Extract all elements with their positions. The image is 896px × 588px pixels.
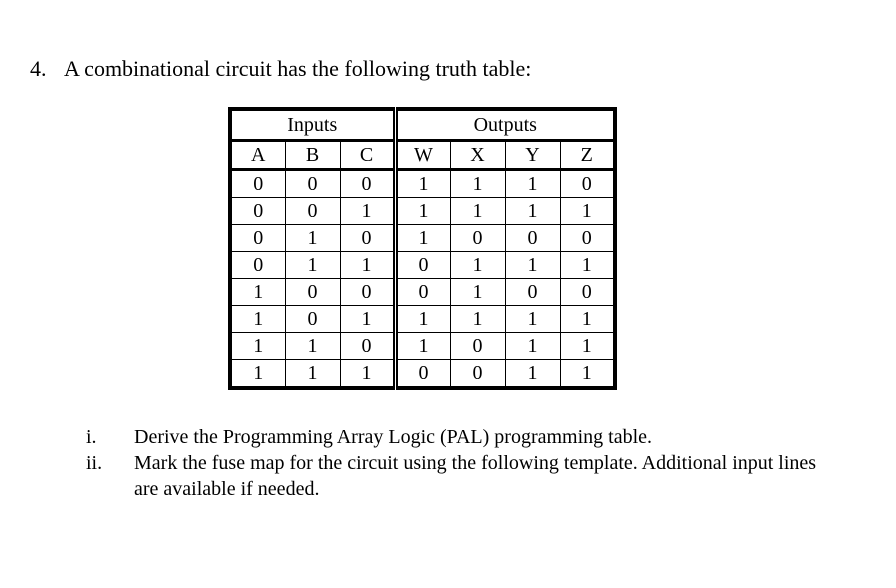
subquestion-list [86, 424, 824, 502]
table-cell: 1 [560, 306, 615, 333]
table-cell: 1 [450, 252, 505, 279]
column-header: C [340, 141, 395, 170]
table-cell: 0 [285, 306, 340, 333]
table-cell: 0 [230, 225, 285, 252]
table-cell: 1 [395, 170, 450, 198]
subquestion-text: Mark the fuse map for the circuit using the following template. Additional input lines are available if needed. [134, 452, 817, 500]
table-cell: 0 [230, 198, 285, 225]
table-cell: 1 [450, 279, 505, 306]
table-row [230, 198, 615, 225]
subquestion-item [86, 424, 824, 450]
table-cell: 1 [450, 306, 505, 333]
table-cell: 0 [285, 279, 340, 306]
table-cell: 1 [340, 306, 395, 333]
table-cell: 1 [395, 333, 450, 360]
table-row [230, 360, 615, 389]
table-cell: 0 [340, 225, 395, 252]
column-header: Y [505, 141, 560, 170]
table-row [230, 252, 615, 279]
subquestion-label: ii. [86, 452, 103, 474]
table-cell: 1 [230, 279, 285, 306]
table-cell: 0 [395, 360, 450, 389]
table-row [230, 279, 615, 306]
table-cell: 0 [395, 279, 450, 306]
table-cell: 0 [450, 333, 505, 360]
column-header-row [230, 141, 615, 170]
table-cell: 1 [285, 360, 340, 389]
table-cell: 0 [285, 198, 340, 225]
table-cell: 1 [450, 198, 505, 225]
table-cell: 1 [560, 198, 615, 225]
table-cell: 0 [505, 279, 560, 306]
table-cell: 1 [560, 333, 615, 360]
table-cell: 1 [450, 170, 505, 198]
outputs-header: Outputs [395, 109, 615, 141]
table-cell: 0 [230, 252, 285, 279]
table-cell: 0 [560, 279, 615, 306]
inputs-header: Inputs [230, 109, 395, 141]
table-row [230, 170, 615, 198]
truth-table-body [230, 170, 615, 389]
table-cell: 1 [395, 306, 450, 333]
table-cell: 1 [230, 360, 285, 389]
table-cell: 1 [505, 170, 560, 198]
table-cell: 1 [395, 225, 450, 252]
column-header: B [285, 141, 340, 170]
table-cell: 0 [340, 279, 395, 306]
table-cell: 0 [395, 252, 450, 279]
table-cell: 0 [450, 360, 505, 389]
column-header: X [450, 141, 505, 170]
table-cell: 1 [285, 333, 340, 360]
table-cell: 1 [285, 225, 340, 252]
table-cell: 1 [560, 360, 615, 389]
table-cell: 1 [505, 306, 560, 333]
column-header: Z [560, 141, 615, 170]
table-cell: 0 [230, 170, 285, 198]
table-cell: 0 [505, 225, 560, 252]
table-row [230, 225, 615, 252]
table-cell: 1 [285, 252, 340, 279]
subquestion-text: Derive the Programming Array Logic (PAL) programming table. [134, 426, 653, 448]
table-row [230, 333, 615, 360]
subquestion-item [86, 450, 824, 502]
column-header: W [395, 141, 450, 170]
table-cell: 0 [560, 225, 615, 252]
table-cell: 0 [450, 225, 505, 252]
truth-table [228, 107, 617, 390]
table-cell: 1 [505, 198, 560, 225]
table-cell: 1 [230, 306, 285, 333]
table-cell: 1 [505, 360, 560, 389]
question-text: A combinational circuit has the following truth table: [64, 56, 532, 81]
table-cell: 1 [505, 333, 560, 360]
table-cell: 0 [340, 170, 395, 198]
column-header: A [230, 141, 285, 170]
table-cell: 1 [340, 252, 395, 279]
question-heading [30, 56, 531, 82]
table-row [230, 306, 615, 333]
table-cell: 1 [505, 252, 560, 279]
table-cell: 0 [560, 170, 615, 198]
table-cell: 1 [230, 333, 285, 360]
table-cell: 1 [340, 198, 395, 225]
subquestion-label: i. [86, 426, 97, 448]
table-cell: 0 [340, 333, 395, 360]
table-cell: 1 [560, 252, 615, 279]
table-cell: 0 [285, 170, 340, 198]
table-cell: 1 [395, 198, 450, 225]
question-number: 4. [30, 56, 47, 81]
table-cell: 1 [340, 360, 395, 389]
